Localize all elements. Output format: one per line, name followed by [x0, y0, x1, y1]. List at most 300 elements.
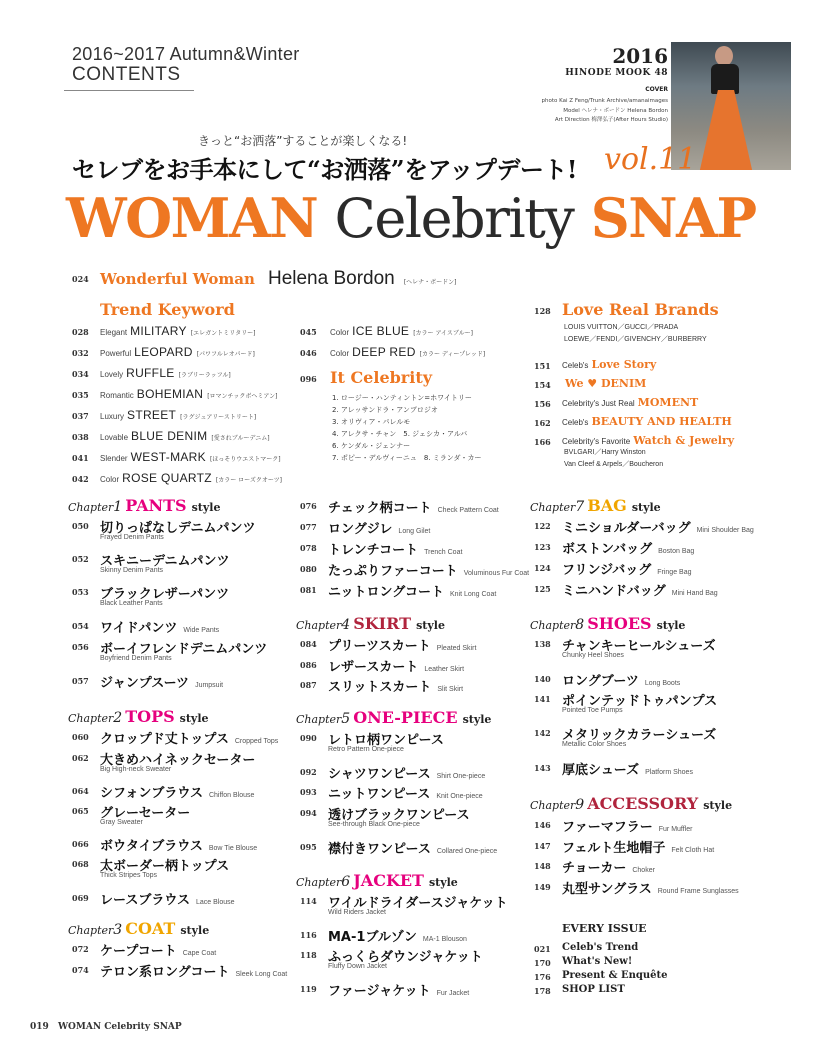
trend-keyword-heading: Trend Keyword: [100, 300, 235, 319]
chapter-word: Chapter: [296, 713, 342, 726]
credit-line: Model ヘレナ・ボードン Helena Bordon: [563, 107, 668, 114]
chapter-number: 3: [113, 922, 123, 938]
item-english: Chiffon Blouse: [208, 792, 255, 799]
item-title: チャンキーヒールシューズ: [562, 639, 716, 654]
style-word: style: [191, 501, 221, 514]
item-row[interactable]: [562, 670, 680, 689]
chapter-pants-heading[interactable]: [68, 496, 220, 515]
love-real-brands-heading[interactable]: Love Real Brands: [562, 300, 719, 319]
page-number: 052: [72, 554, 89, 564]
page-number: 074: [72, 965, 89, 975]
volume-number: vol.11: [604, 142, 697, 177]
item-title: ボウタイブラウス: [100, 839, 203, 854]
item-english: Thick Stripes Tops: [100, 872, 158, 879]
chapter-jacket-heading[interactable]: [296, 871, 458, 890]
style-word: style: [428, 876, 458, 889]
chapter-one-piece-heading[interactable]: [296, 708, 491, 727]
item-row[interactable]: [328, 926, 467, 945]
page-number: 072: [72, 944, 89, 954]
page-number: 080: [300, 564, 317, 574]
item-title: レザースカート: [328, 660, 419, 675]
tagline: きっと“お洒落”することが楽しくなる!: [198, 134, 408, 148]
item-title: ポインテッドトゥパンプス: [562, 694, 718, 709]
item-english: Wide Pants: [183, 627, 220, 634]
feature-item[interactable]: [562, 377, 646, 390]
keyword-prefix: Powerful: [100, 349, 132, 358]
page-number: 037: [72, 411, 89, 421]
page-number: 087: [300, 680, 317, 690]
it-celebrity-name: 2. アレッサンドラ・アンブロジオ: [332, 406, 438, 414]
chapter-word: Chapter: [530, 799, 576, 812]
every-issue-item[interactable]: SHOP LIST: [562, 984, 625, 995]
chapter-name: TOPS: [125, 707, 175, 726]
page-number: 034: [72, 369, 89, 379]
it-celebrity-name: 3. オリヴィア・パレルモ: [332, 418, 411, 426]
style-word: style: [631, 501, 661, 514]
item-row[interactable]: [328, 838, 497, 857]
issue-year: 2016: [612, 44, 668, 68]
watch-brand-line: Van Cleef & Arpels／Boucheron: [564, 461, 664, 468]
item-row[interactable]: [328, 783, 483, 802]
trend-keyword-item[interactable]: [100, 387, 277, 401]
item-title: レースブラウス: [100, 893, 190, 908]
item-english: Fur Muffler: [658, 826, 693, 833]
page-number: 162: [534, 418, 551, 428]
page-number: 024: [72, 274, 89, 284]
feature-item[interactable]: [562, 396, 698, 409]
keyword-jp: [パワフルレオパード]: [196, 351, 255, 358]
page-number: 141: [534, 694, 551, 704]
item-title: ファージャケット: [328, 984, 431, 999]
keyword-jp: [ほっそりウエストマーク]: [209, 456, 281, 463]
item-row[interactable]: [562, 816, 692, 835]
item-row[interactable]: [100, 617, 219, 636]
page-number: 143: [534, 763, 551, 773]
style-word: style: [180, 924, 210, 937]
page-number: 032: [72, 348, 89, 358]
trend-keyword-item[interactable]: [100, 471, 282, 485]
every-issue-item[interactable]: What's New!: [562, 956, 633, 967]
feature-prefix: Celeb's: [562, 361, 589, 370]
keyword-jp: [愛されブルーデニム]: [211, 435, 270, 442]
keyword-jp: [ラブリーラッフル]: [178, 372, 231, 379]
color-keyword-item[interactable]: [330, 324, 473, 338]
item-row[interactable]: [328, 539, 462, 558]
chapter-name: PANTS: [125, 496, 187, 515]
page-number: 057: [72, 676, 89, 686]
page-number: 056: [72, 642, 89, 652]
item-title: ファーマフラー: [562, 820, 653, 835]
keyword-word: STREET: [127, 408, 177, 422]
item-row[interactable]: [328, 518, 430, 537]
item-title: ニットロングコート: [328, 585, 444, 600]
item-english: Slit Skirt: [437, 686, 464, 693]
item-row[interactable]: [100, 782, 254, 801]
footer-title: WOMAN Celebrity SNAP: [57, 1022, 182, 1032]
item-row[interactable]: [328, 497, 499, 516]
page-number: 062: [72, 753, 89, 763]
chapter-word: Chapter: [530, 619, 576, 632]
page-number: 042: [72, 474, 89, 484]
page-number: 148: [534, 861, 551, 871]
item-row[interactable]: [562, 538, 694, 557]
page-number: 140: [534, 674, 551, 684]
item-title: ロングジレ: [328, 522, 393, 537]
item-title: プリーツスカート: [328, 639, 431, 654]
item-english: Round Frame Sunglasses: [657, 888, 739, 895]
item-row[interactable]: [562, 857, 655, 876]
item-title: フリンジバッグ: [562, 563, 652, 578]
item-title: ブラックレザーパンツ: [100, 587, 230, 602]
item-row[interactable]: [100, 889, 235, 908]
page-number: 124: [534, 563, 551, 573]
feature-item[interactable]: [562, 415, 732, 428]
page-number: 122: [534, 521, 551, 531]
chapter-number: 5: [341, 711, 351, 727]
page-number: 142: [534, 728, 551, 738]
keyword-jp: [カラー アイスブルー]: [413, 330, 473, 337]
item-english: Boyfriend Denim Pants: [100, 655, 172, 662]
item-english: Boston Bag: [658, 548, 695, 555]
page-number: 123: [534, 542, 551, 552]
item-row[interactable]: [100, 961, 287, 980]
item-english: Cropped Tops: [234, 738, 279, 745]
keyword-prefix: Lovely: [100, 370, 124, 379]
item-title: ワイドパンツ: [100, 621, 178, 636]
page-number: 041: [72, 453, 89, 463]
item-title: シャツワンピース: [328, 767, 431, 782]
keyword-jp: [ロマンチックボヘミアン]: [207, 393, 278, 400]
item-title: MA-1ブルゾン: [328, 930, 417, 945]
chapter-word: Chapter: [68, 924, 114, 937]
page-number: 078: [300, 543, 317, 553]
item-row[interactable]: [562, 517, 754, 536]
keyword-prefix: Color: [100, 475, 120, 484]
chapter-word: Chapter: [68, 712, 114, 725]
page-number: 094: [300, 808, 317, 818]
feature-item[interactable]: [562, 358, 656, 371]
chapter-bag-heading[interactable]: [530, 496, 661, 515]
item-title: ボストンバッグ: [562, 542, 653, 557]
page-footer: [30, 1022, 182, 1032]
trend-keyword-item[interactable]: [100, 450, 281, 464]
item-title: ワイルドライダースジャケット: [328, 896, 508, 911]
chapter-tops-heading[interactable]: [68, 707, 209, 726]
feature-jp: [ヘレナ・ボードン]: [403, 279, 457, 286]
keyword-prefix: Color: [330, 328, 350, 337]
item-row[interactable]: [328, 635, 476, 654]
keyword-prefix: Elegant: [100, 328, 128, 337]
page-number: 053: [72, 587, 89, 597]
page-number: 170: [534, 958, 551, 968]
feature-prefix: Celebrity's Just Real: [562, 399, 635, 408]
item-title: ジャンプスーツ: [100, 676, 190, 691]
keyword-word: RUFFLE: [126, 366, 175, 380]
item-row[interactable]: [328, 676, 463, 695]
item-title: ニットワンピース: [328, 787, 431, 802]
feature-name: Helena Bordon: [267, 268, 395, 289]
page-number: 093: [300, 787, 317, 797]
page-number: 035: [72, 390, 89, 400]
keyword-word: BLUE DENIM: [131, 429, 208, 443]
contents-divider: [64, 90, 194, 91]
item-english: Sleek Long Coat: [235, 971, 288, 978]
page-number: 147: [534, 841, 551, 851]
page-number: 021: [534, 944, 551, 954]
item-title: ミニショルダーバッグ: [562, 521, 691, 536]
keyword-prefix: Color: [330, 349, 350, 358]
chapter-name: JACKET: [353, 871, 424, 890]
page-number: 151: [534, 361, 551, 371]
keyword-word: LEOPARD: [134, 345, 193, 359]
item-english: Fur Jacket: [436, 990, 470, 997]
masthead-word: SNAP: [590, 186, 756, 250]
it-celebrity-name: 6. ケンダル・ジェンナー: [332, 442, 411, 450]
trend-keyword-item[interactable]: [100, 408, 256, 422]
page-number: 156: [534, 399, 551, 409]
masthead-word: WOMAN: [66, 186, 318, 250]
page-number: 065: [72, 806, 89, 816]
item-title: 丸型サングラス: [562, 882, 652, 897]
item-english: Frayed Denim Pants: [100, 534, 164, 541]
item-english: See-through Black One-piece: [328, 821, 420, 828]
keyword-jp: [カラー ディープレッド]: [419, 351, 486, 358]
item-title: トレンチコート: [328, 543, 419, 558]
item-english: Voluminous Fur Coat: [463, 570, 530, 577]
item-english: Skinny Denim Pants: [100, 567, 164, 574]
item-row[interactable]: [328, 980, 469, 999]
item-english: Choker: [632, 867, 655, 874]
chapter-word: Chapter: [296, 619, 342, 632]
page-number: 077: [300, 522, 317, 532]
page-number: 068: [72, 859, 89, 869]
item-title: チョーカー: [562, 861, 627, 876]
item-row[interactable]: [562, 837, 714, 856]
color-keyword-item[interactable]: [330, 345, 485, 359]
trend-keyword-item[interactable]: [100, 366, 231, 380]
page-number: 084: [300, 639, 317, 649]
item-title: フェルト生地帽子: [562, 841, 666, 856]
feature-prefix: Celeb's: [562, 418, 589, 427]
item-english: Platform Shoes: [645, 769, 693, 776]
credit-line: Art Direction 梅澤弘子(After Hours Studio): [554, 117, 668, 123]
every-issue-item[interactable]: Celeb's Trend: [562, 942, 639, 953]
it-celebrity-name: 1. ロージー・ハンティントン=ホワイトリー: [332, 394, 472, 402]
item-english: Big High-neck Sweater: [100, 766, 172, 773]
item-title: ふっくらダウンジャケット: [328, 950, 483, 965]
item-english: Retro Pattern One-piece: [328, 746, 404, 753]
item-english: Shirt One-piece: [436, 773, 486, 780]
page-number: 178: [534, 986, 551, 996]
chapter-coat-heading[interactable]: [68, 919, 209, 938]
feature-title: MOMENT: [637, 396, 699, 409]
chapter-number: 4: [341, 617, 351, 633]
item-row[interactable]: [100, 835, 257, 854]
item-title: 襟付きワンピース: [328, 842, 431, 857]
chapter-number: 8: [575, 617, 585, 633]
catchphrase: セレブをお手本にして“お洒落”をアップデート!: [72, 155, 577, 184]
chapter-number: 1: [113, 499, 123, 515]
item-title: レトロ柄ワンピース: [328, 733, 444, 748]
item-english: Gray Sweater: [100, 819, 143, 826]
item-row[interactable]: [100, 728, 278, 747]
item-english: Check Pattern Coat: [437, 507, 499, 514]
style-word: style: [703, 799, 733, 812]
page-number: 045: [300, 327, 317, 337]
chapter-number: 7: [575, 499, 585, 515]
trend-keyword-item[interactable]: [100, 345, 255, 359]
item-row[interactable]: [328, 763, 485, 782]
item-title: チェック柄コート: [328, 501, 432, 516]
keyword-jp: [ラグジュアリーストリート]: [180, 414, 257, 421]
item-row[interactable]: [328, 581, 496, 600]
item-title: 太ボーダー柄トップス: [100, 859, 230, 874]
chapter-name: SKIRT: [353, 614, 412, 633]
chapter-word: Chapter: [530, 501, 576, 514]
keyword-word: MILITARY: [130, 324, 187, 338]
item-title: テロン系ロングコート: [100, 965, 230, 980]
page-number: 128: [534, 306, 551, 316]
chapter-name: ACCESSORY: [587, 794, 699, 813]
brand-line: LOUIS VUITTON／GUCCI／PRADA: [564, 324, 679, 331]
it-celebrity-heading[interactable]: It Celebrity: [330, 368, 432, 387]
item-english: Jumpsuit: [195, 682, 224, 689]
chapter-name: COAT: [125, 919, 176, 938]
season-label: 2016~2017 Autumn&Winter: [72, 44, 300, 64]
item-english: Trench Coat: [424, 549, 463, 556]
item-row[interactable]: [328, 656, 464, 675]
item-title: ロングブーツ: [562, 674, 639, 689]
item-row[interactable]: [562, 559, 692, 578]
item-title: スリットスカート: [328, 680, 432, 695]
footer-page-number: 019: [30, 1022, 49, 1032]
page-number: 096: [300, 374, 317, 384]
style-word: style: [656, 619, 686, 632]
trend-keyword-item[interactable]: [100, 429, 270, 443]
contents-label: CONTENTS: [72, 64, 181, 85]
every-issue-heading: EVERY ISSUE: [562, 922, 647, 935]
item-english: Mini Hand Bag: [671, 590, 718, 597]
feature-title: Love Story: [591, 358, 657, 371]
keyword-prefix: Romantic: [100, 391, 134, 400]
page-number: 054: [72, 621, 89, 631]
chapter-shoes-heading[interactable]: [530, 614, 685, 633]
keyword-word: DEEP RED: [352, 345, 416, 359]
keyword-jp: [カラー ローズクオーツ]: [215, 477, 282, 484]
page-number: 118: [300, 950, 317, 960]
page-number: 038: [72, 432, 89, 442]
item-title: 切りっぱなしデニムパンツ: [100, 521, 256, 536]
item-english: Wild Riders Jacket: [328, 909, 386, 916]
chapter-number: 9: [575, 797, 585, 813]
feature-item[interactable]: [562, 434, 734, 447]
item-english: Chunky Heel Shoes: [562, 652, 624, 659]
item-english: Fringe Bag: [657, 569, 692, 576]
item-english: Fluffy Down Jacket: [328, 963, 388, 970]
style-word: style: [462, 713, 492, 726]
it-celebrity-name: 7. ポピー・デルヴィーニュ 8. ミランダ・カー: [332, 454, 482, 462]
chapter-accessory-heading[interactable]: [530, 794, 732, 813]
page-number: 166: [534, 437, 551, 447]
style-word: style: [179, 712, 209, 725]
item-title: ミニハンドバッグ: [562, 584, 666, 599]
item-row[interactable]: [562, 878, 739, 897]
item-english: Pleated Skirt: [436, 645, 477, 652]
page-number: 090: [300, 733, 317, 743]
item-row[interactable]: [562, 580, 718, 599]
chapter-number: 6: [341, 874, 351, 890]
every-issue-item[interactable]: Present & Enquête: [562, 970, 668, 981]
item-row[interactable]: [100, 940, 216, 959]
keyword-jp: [エレガントミリタリー]: [190, 330, 256, 337]
item-title: 透け⁠ブラックワンピース: [328, 808, 470, 823]
chapter-number: 2: [113, 710, 123, 726]
page-number: 081: [300, 585, 317, 595]
keyword-prefix: Lovable: [100, 433, 129, 442]
chapter-name: ONE-PIECE: [353, 708, 458, 727]
feature-wonderful-woman[interactable]: [100, 268, 457, 290]
page-number: 114: [300, 896, 317, 906]
item-row[interactable]: [328, 560, 529, 579]
chapter-word: Chapter: [296, 876, 342, 889]
item-english: Pointed Toe Pumps: [562, 707, 623, 714]
feature-label: Wonderful Woman: [100, 270, 255, 288]
chapter-skirt-heading[interactable]: [296, 614, 445, 633]
page-number: 149: [534, 882, 551, 892]
page-number: 092: [300, 767, 317, 777]
chapter-word: Chapter: [68, 501, 114, 514]
item-title: ボーイフレンドデニムパンツ: [100, 642, 268, 657]
page-number: 069: [72, 893, 89, 903]
item-title: 大きめハイネックセーター: [100, 753, 256, 768]
item-english: Long Boots: [644, 680, 681, 687]
brand-line: LOEWE／FENDI／GIVENCHY／BURBERRY: [564, 336, 707, 343]
page-number: 076: [300, 501, 317, 511]
item-title: シフォンブラウス: [100, 786, 203, 801]
page-number: 125: [534, 584, 551, 594]
page-number: 119: [300, 984, 317, 994]
item-english: Bow Tie Blouse: [208, 845, 258, 852]
item-title: ケープコート: [100, 944, 177, 959]
page-number: 138: [534, 639, 551, 649]
keyword-word: ICE BLUE: [352, 324, 410, 338]
page-number: 095: [300, 842, 317, 852]
mook-label: HINODE MOOK 48: [565, 68, 668, 78]
page-number: 050: [72, 521, 89, 531]
item-english: Cape Coat: [182, 950, 217, 957]
page-number: 086: [300, 660, 317, 670]
item-row[interactable]: [100, 672, 223, 691]
item-english: Metallic Color Shoes: [562, 741, 627, 748]
page-number: 046: [300, 348, 317, 358]
keyword-word: ROSE QUARTZ: [122, 471, 212, 485]
page-number: 066: [72, 839, 89, 849]
keyword-prefix: Slender: [100, 454, 128, 463]
page-number: 116: [300, 930, 317, 940]
trend-keyword-item[interactable]: [100, 324, 255, 338]
cover-credits: [480, 97, 668, 126]
item-english: Mini Shoulder Bag: [696, 527, 754, 534]
style-word: style: [416, 619, 445, 632]
item-row[interactable]: [562, 759, 693, 778]
feature-prefix: Celebrity's Favorite: [562, 437, 631, 446]
feature-title: We ♥ DENIM: [565, 377, 647, 390]
item-english: Leather Skirt: [424, 666, 465, 673]
keyword-word: BOHEMIAN: [136, 387, 204, 401]
item-english: MA-1 Blouson: [422, 936, 467, 943]
page-number: 176: [534, 972, 551, 982]
watch-brand-line: BVLGARI／Harry Winston: [564, 449, 646, 456]
